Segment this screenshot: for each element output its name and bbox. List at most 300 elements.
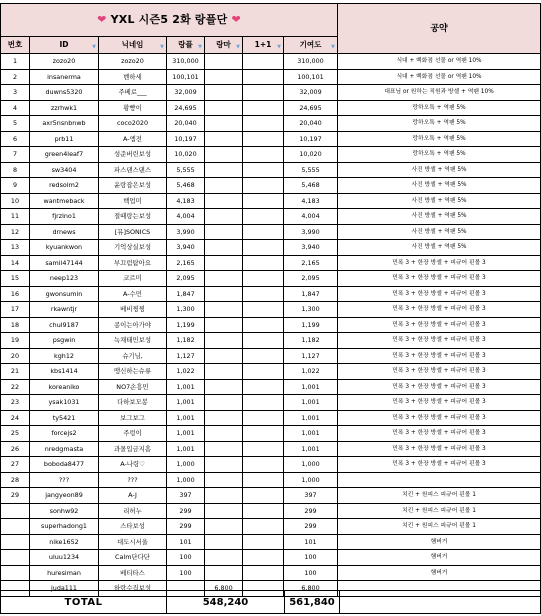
table-row <box>1 488 541 504</box>
row-id: nike1652 <box>30 534 99 550</box>
row-one-plus-one <box>243 100 284 116</box>
row-one-plus-one <box>243 488 284 504</box>
row-id: ysak1031 <box>30 395 99 411</box>
row-pledge: 민폭 3 + 한장 방셀 + 피규어 핀볼 3 <box>338 364 541 380</box>
row-contribution: 32,009 <box>284 85 338 101</box>
row-pledge: 민폭 3 + 한장 방셀 + 피규어 핀볼 3 <box>338 317 541 333</box>
row-one-plus-one <box>243 457 284 473</box>
row-pledge: 민폭 3 + 한장 방셀 + 피규어 핀볼 3 <box>338 271 541 287</box>
row-nickname: A-수민 <box>99 286 167 302</box>
row-number: 9 <box>1 178 30 194</box>
row-nickname: 기억상실보성 <box>99 240 167 256</box>
row-contribution: 20,040 <box>284 116 338 132</box>
row-number: 2 <box>1 69 30 85</box>
row-number: 18 <box>1 317 30 333</box>
row-id: gwonsumin <box>30 286 99 302</box>
row-id: koreaniko <box>30 379 99 395</box>
row-contribution: 299 <box>284 519 338 535</box>
row-pledge: 랑하오톡 + 역팬 5% <box>338 147 541 163</box>
row-number: 7 <box>1 147 30 163</box>
row-contribution: 3,940 <box>284 240 338 256</box>
row-contribution: 101 <box>284 534 338 550</box>
row-nickname: 윤랑잡은보성 <box>99 178 167 194</box>
table-row <box>1 286 541 302</box>
row-one-plus-one <box>243 85 284 101</box>
row-nickname: A-엠전 <box>99 131 167 147</box>
total-table <box>0 590 541 614</box>
row-number: 24 <box>1 410 30 426</box>
row-langma <box>205 395 243 411</box>
row-id: redsolm2 <box>30 178 99 194</box>
row-one-plus-one <box>243 441 284 457</box>
row-contribution: 397 <box>284 488 338 504</box>
row-id: wantmeback <box>30 193 99 209</box>
table-row <box>1 116 541 132</box>
row-id: chul9187 <box>30 317 99 333</box>
row-nickname: [뮤]SONICS <box>99 224 167 240</box>
row-langple: 1,127 <box>167 348 205 364</box>
table-row <box>1 271 541 287</box>
row-contribution: 10,020 <box>284 147 338 163</box>
row-langma <box>205 302 243 318</box>
row-langple: 3,990 <box>167 224 205 240</box>
row-number: 6 <box>1 131 30 147</box>
row-langma <box>205 209 243 225</box>
row-id: kyuankwon <box>30 240 99 256</box>
table-row <box>1 457 541 473</box>
row-langma <box>205 85 243 101</box>
row-id: prb11 <box>30 131 99 147</box>
row-pledge: 랑하오톡 + 역팬 5% <box>338 100 541 116</box>
row-pledge: 민폭 3 + 한장 방셀 + 피규어 핀볼 3 <box>338 379 541 395</box>
table-row <box>1 565 541 581</box>
row-id: huresiman <box>30 565 99 581</box>
row-langple: 5,555 <box>167 162 205 178</box>
row-langple: 1,300 <box>167 302 205 318</box>
row-langma: 6,800 <box>205 581 243 597</box>
row-id: kgh12 <box>30 348 99 364</box>
row-id: rkawntjr <box>30 302 99 318</box>
row-langma <box>205 317 243 333</box>
filter-icon[interactable]: ▼ <box>236 44 240 50</box>
row-langple: 20,040 <box>167 116 205 132</box>
row-one-plus-one <box>243 565 284 581</box>
table-row <box>1 162 541 178</box>
row-pledge: 민폭 3 + 한장 방셀 + 피규어 핀볼 3 <box>338 441 541 457</box>
col-header-contribution[interactable]: 기여도 ▼ <box>284 37 338 54</box>
table-row <box>1 333 541 349</box>
row-langple: 1,001 <box>167 410 205 426</box>
total-label: TOTAL <box>1 591 167 614</box>
row-one-plus-one <box>243 379 284 395</box>
col-header-langma[interactable]: 랑마 ▼ <box>205 37 243 54</box>
row-nickname: 스타보성 <box>99 519 167 535</box>
row-contribution: 1,000 <box>284 472 338 488</box>
row-pledge: 치킨 + 원피스 피규어 핀볼 1 <box>338 488 541 504</box>
row-contribution: 1,182 <box>284 333 338 349</box>
row-contribution: 1,300 <box>284 302 338 318</box>
row-contribution: 299 <box>284 503 338 519</box>
row-langple: 24,695 <box>167 100 205 116</box>
row-langma <box>205 472 243 488</box>
row-langma <box>205 116 243 132</box>
row-contribution: 2,165 <box>284 255 338 271</box>
row-number: 25 <box>1 426 30 442</box>
row-one-plus-one <box>243 364 284 380</box>
row-id: juda111 <box>30 581 99 597</box>
row-id: drnews <box>30 224 99 240</box>
row-pledge: 치킨 + 원피스 피규어 핀볼 1 <box>338 503 541 519</box>
row-langma <box>205 550 243 566</box>
row-langple: 1,022 <box>167 364 205 380</box>
row-one-plus-one <box>243 178 284 194</box>
row-id: sw3404 <box>30 162 99 178</box>
row-id: boboda8477 <box>30 457 99 473</box>
row-id: duwns5320 <box>30 85 99 101</box>
row-langma <box>205 364 243 380</box>
row-nickname: 슈기님, <box>99 348 167 364</box>
row-contribution: 100 <box>284 550 338 566</box>
row-langple: 10,197 <box>167 131 205 147</box>
row-id: superhadong1 <box>30 519 99 535</box>
row-nickname: 맹신하는슈류 <box>99 364 167 380</box>
table-row <box>1 503 541 519</box>
table-row <box>1 317 541 333</box>
row-langple: 1,001 <box>167 426 205 442</box>
row-contribution: 100 <box>284 565 338 581</box>
row-id: forcejs2 <box>30 426 99 442</box>
row-nickname: 부끄럼탐아요 <box>99 255 167 271</box>
row-nickname: 주렁이 <box>99 426 167 442</box>
row-langma <box>205 441 243 457</box>
row-langma <box>205 565 243 581</box>
row-langma <box>205 131 243 147</box>
row-langma <box>205 457 243 473</box>
table-row <box>1 519 541 535</box>
row-number: 14 <box>1 255 30 271</box>
row-one-plus-one <box>243 162 284 178</box>
row-nickname: 하랑수집보성 <box>99 581 167 597</box>
row-langma <box>205 410 243 426</box>
row-number: 23 <box>1 395 30 411</box>
row-contribution: 1,199 <box>284 317 338 333</box>
table-row <box>1 255 541 271</box>
row-one-plus-one <box>243 550 284 566</box>
row-number: 1 <box>1 54 30 70</box>
row-contribution: 2,095 <box>284 271 338 287</box>
row-number: 15 <box>1 271 30 287</box>
row-number: 3 <box>1 85 30 101</box>
row-pledge: 민폭 3 + 한장 방셀 + 피규어 핀볼 3 <box>338 302 541 318</box>
row-pledge: 민폭 3 + 한장 방셀 + 피규어 핀볼 3 <box>338 457 541 473</box>
table-row <box>1 441 541 457</box>
row-number: 5 <box>1 116 30 132</box>
row-one-plus-one <box>243 333 284 349</box>
row-contribution: 24,695 <box>284 100 338 116</box>
row-langma <box>205 193 243 209</box>
table-row <box>1 379 541 395</box>
row-one-plus-one <box>243 426 284 442</box>
row-nickname: NO7손흥민 <box>99 379 167 395</box>
row-id: insanerma <box>30 69 99 85</box>
table-row <box>1 395 541 411</box>
total-contribution: 561,840 <box>285 591 340 614</box>
row-contribution: 3,990 <box>284 224 338 240</box>
row-langple: 299 <box>167 519 205 535</box>
filter-icon[interactable]: ▼ <box>331 44 336 50</box>
row-id: green4leaf7 <box>30 147 99 163</box>
row-langple: 100,101 <box>167 69 205 85</box>
table-row <box>1 472 541 488</box>
row-one-plus-one <box>243 472 284 488</box>
table-row <box>1 131 541 147</box>
filter-icon[interactable]: ▼ <box>92 44 96 50</box>
row-langma <box>205 271 243 287</box>
row-pledge: 랑하오톡 + 역팬 5% <box>338 131 541 147</box>
row-langma <box>205 379 243 395</box>
row-nickname: 베티타스 <box>99 565 167 581</box>
row-langple: 4,004 <box>167 209 205 225</box>
row-one-plus-one <box>243 317 284 333</box>
row-number: 28 <box>1 472 30 488</box>
table-row <box>1 147 541 163</box>
row-one-plus-one <box>243 131 284 147</box>
row-pledge: 식대 + 백화점 선물 or 역팬 10% <box>338 54 541 70</box>
row-one-plus-one <box>243 271 284 287</box>
row-nickname: 녹채태민보성 <box>99 333 167 349</box>
row-langple: 100 <box>167 550 205 566</box>
row-number: 26 <box>1 441 30 457</box>
row-id: uluu1234 <box>30 550 99 566</box>
table-row <box>1 410 541 426</box>
row-pledge: 대표님 or 원하는 직원과 방셀 + 역팬 10% <box>338 85 541 101</box>
row-id: nredgmasta <box>30 441 99 457</box>
row-number <box>1 550 30 566</box>
row-nickname: 콩이는아가야 <box>99 317 167 333</box>
row-id: ??? <box>30 472 99 488</box>
row-langple: 32,009 <box>167 85 205 101</box>
row-id: ty5421 <box>30 410 99 426</box>
row-pledge: 사진 방셀 + 역팬 5% <box>338 193 541 209</box>
row-number: 22 <box>1 379 30 395</box>
row-langma <box>205 348 243 364</box>
filter-icon[interactable]: ▼ <box>277 44 281 50</box>
table-row <box>1 348 541 364</box>
row-nickname: 백업미 <box>99 193 167 209</box>
row-one-plus-one <box>243 116 284 132</box>
row-id: jangyeon89 <box>30 488 99 504</box>
table-row <box>1 534 541 550</box>
row-pledge: 햄버거 <box>338 565 541 581</box>
row-langple: 2,095 <box>167 271 205 287</box>
row-langma <box>205 255 243 271</box>
row-langple: 3,940 <box>167 240 205 256</box>
heart-icon: ❤ <box>97 13 107 26</box>
row-contribution: 10,197 <box>284 131 338 147</box>
row-one-plus-one <box>243 147 284 163</box>
row-one-plus-one <box>243 209 284 225</box>
row-langma <box>205 534 243 550</box>
row-contribution: 1,847 <box>284 286 338 302</box>
row-contribution: 1,001 <box>284 379 338 395</box>
row-langple: 310,000 <box>167 54 205 70</box>
row-nickname: 황빵이 <box>99 100 167 116</box>
row-number: 11 <box>1 209 30 225</box>
row-one-plus-one <box>243 54 284 70</box>
row-one-plus-one <box>243 395 284 411</box>
row-pledge: 햄버거 <box>338 534 541 550</box>
row-nickname: A-나령♡ <box>99 457 167 473</box>
row-number: 19 <box>1 333 30 349</box>
row-pledge: 치킨 + 원피스 피규어 핀볼 1 <box>338 519 541 535</box>
row-nickname: zozo20 <box>99 54 167 70</box>
row-id: zzrhwk1 <box>30 100 99 116</box>
row-nickname: 코르미 <box>99 271 167 287</box>
heart-icon: ❤ <box>231 13 241 26</box>
row-langma <box>205 286 243 302</box>
row-one-plus-one <box>243 519 284 535</box>
row-langple: 5,468 <box>167 178 205 194</box>
row-langple: 1,001 <box>167 441 205 457</box>
row-contribution: 1,127 <box>284 348 338 364</box>
row-langple: 10,020 <box>167 147 205 163</box>
row-langma <box>205 519 243 535</box>
row-one-plus-one <box>243 503 284 519</box>
row-langple: 4,183 <box>167 193 205 209</box>
col-header-no: 번호 <box>1 37 30 54</box>
pledge-header: 공약 <box>338 4 541 54</box>
table-row <box>1 54 541 70</box>
table-row <box>1 224 541 240</box>
row-contribution: 1,001 <box>284 426 338 442</box>
row-contribution: 1,001 <box>284 441 338 457</box>
row-contribution: 5,555 <box>284 162 338 178</box>
row-one-plus-one <box>243 255 284 271</box>
row-langple: 1,000 <box>167 472 205 488</box>
row-langma <box>205 69 243 85</box>
row-pledge: 식대 + 백화점 선물 or 역팬 10% <box>338 69 541 85</box>
row-pledge: 민폭 3 + 한장 방셀 + 피규어 핀볼 3 <box>338 410 541 426</box>
row-langma <box>205 162 243 178</box>
row-contribution: 1,001 <box>284 410 338 426</box>
table-row <box>1 550 541 566</box>
row-nickname: 대도시서울 <box>99 534 167 550</box>
row-pledge: 민폭 3 + 한장 방셀 + 피규어 핀볼 3 <box>338 348 541 364</box>
row-langple: 299 <box>167 503 205 519</box>
row-pledge: 사진 방셀 + 역팬 5% <box>338 162 541 178</box>
row-number: 27 <box>1 457 30 473</box>
filter-icon[interactable]: ▼ <box>198 44 202 50</box>
row-langma <box>205 54 243 70</box>
row-pledge: 햄버거 <box>338 550 541 566</box>
row-langma <box>205 224 243 240</box>
row-one-plus-one <box>243 348 284 364</box>
col-header-one-plus-one[interactable]: 1+1 ▼ <box>243 37 284 54</box>
row-contribution: 310,000 <box>284 54 338 70</box>
row-one-plus-one <box>243 410 284 426</box>
col-header-langple[interactable]: 랑플 ▼ <box>167 37 205 54</box>
row-pledge: 민폭 3 + 한장 방셀 + 피규어 핀볼 3 <box>338 426 541 442</box>
row-pledge: 민폭 3 + 한장 방셀 + 피규어 핀볼 3 <box>338 333 541 349</box>
row-nickname: ??? <box>99 472 167 488</box>
row-number: 13 <box>1 240 30 256</box>
filter-icon[interactable]: ▼ <box>160 44 164 50</box>
row-nickname: 리허누 <box>99 503 167 519</box>
row-contribution: 4,183 <box>284 193 338 209</box>
row-number: 16 <box>1 286 30 302</box>
row-id: psgwin <box>30 333 99 349</box>
row-pledge: 민폭 3 + 한장 방셀 + 피규어 핀볼 3 <box>338 286 541 302</box>
row-langple: 1,199 <box>167 317 205 333</box>
table-row <box>1 69 541 85</box>
row-langma <box>205 333 243 349</box>
row-nickname: A-J <box>99 488 167 504</box>
row-pledge <box>338 472 541 488</box>
table-row <box>1 240 541 256</box>
row-pledge: 민폭 3 + 한장 방셀 + 피규어 핀볼 3 <box>338 395 541 411</box>
row-langple: 101 <box>167 534 205 550</box>
table-row <box>1 364 541 380</box>
row-pledge: 민폭 3 + 한장 방셀 + 피규어 핀볼 3 <box>338 255 541 271</box>
row-contribution: 4,004 <box>284 209 338 225</box>
row-id: sonhw92 <box>30 503 99 519</box>
row-nickname: 파스댄스댄스 <box>99 162 167 178</box>
row-langma <box>205 147 243 163</box>
row-contribution: 1,000 <box>284 457 338 473</box>
row-number: 8 <box>1 162 30 178</box>
row-contribution: 6,800 <box>284 581 338 597</box>
row-langple: 1,001 <box>167 395 205 411</box>
row-number: 21 <box>1 364 30 380</box>
row-number: 10 <box>1 193 30 209</box>
row-nickname: 성준버린보성 <box>99 147 167 163</box>
row-nickname: coco2020 <box>99 116 167 132</box>
title-row <box>1 4 541 37</box>
row-number <box>1 503 30 519</box>
row-number: 29 <box>1 488 30 504</box>
row-id: neep123 <box>30 271 99 287</box>
row-langple: 397 <box>167 488 205 504</box>
col-header-nickname[interactable]: 닉네임 ▼ <box>99 37 167 54</box>
row-nickname: 벤하세 <box>99 69 167 85</box>
row-id: samil47144 <box>30 255 99 271</box>
table-row <box>1 193 541 209</box>
row-langma <box>205 100 243 116</box>
row-pledge: 사진 방셀 + 역팬 5% <box>338 240 541 256</box>
row-number: 4 <box>1 100 30 116</box>
row-pledge: 랑하오톡 + 역팬 5% <box>338 116 541 132</box>
row-langma <box>205 503 243 519</box>
title-text: YXL 시즌5 2화 랑플단 <box>110 13 228 26</box>
row-one-plus-one <box>243 534 284 550</box>
table-row <box>1 85 541 101</box>
row-contribution: 1,001 <box>284 395 338 411</box>
row-one-plus-one <box>243 69 284 85</box>
table-row <box>1 302 541 318</box>
row-id: kbs1414 <box>30 364 99 380</box>
row-number <box>1 519 30 535</box>
row-id: axr5nsnbnwb <box>30 116 99 132</box>
row-contribution: 100,101 <box>284 69 338 85</box>
row-number <box>1 534 30 550</box>
table-title <box>1 4 338 37</box>
row-nickname: 절때랑는보성 <box>99 209 167 225</box>
row-nickname: 베비찡찡 <box>99 302 167 318</box>
table-row <box>1 426 541 442</box>
col-header-id[interactable]: ID ▼ <box>30 37 99 54</box>
row-langma <box>205 488 243 504</box>
row-one-plus-one <box>243 286 284 302</box>
